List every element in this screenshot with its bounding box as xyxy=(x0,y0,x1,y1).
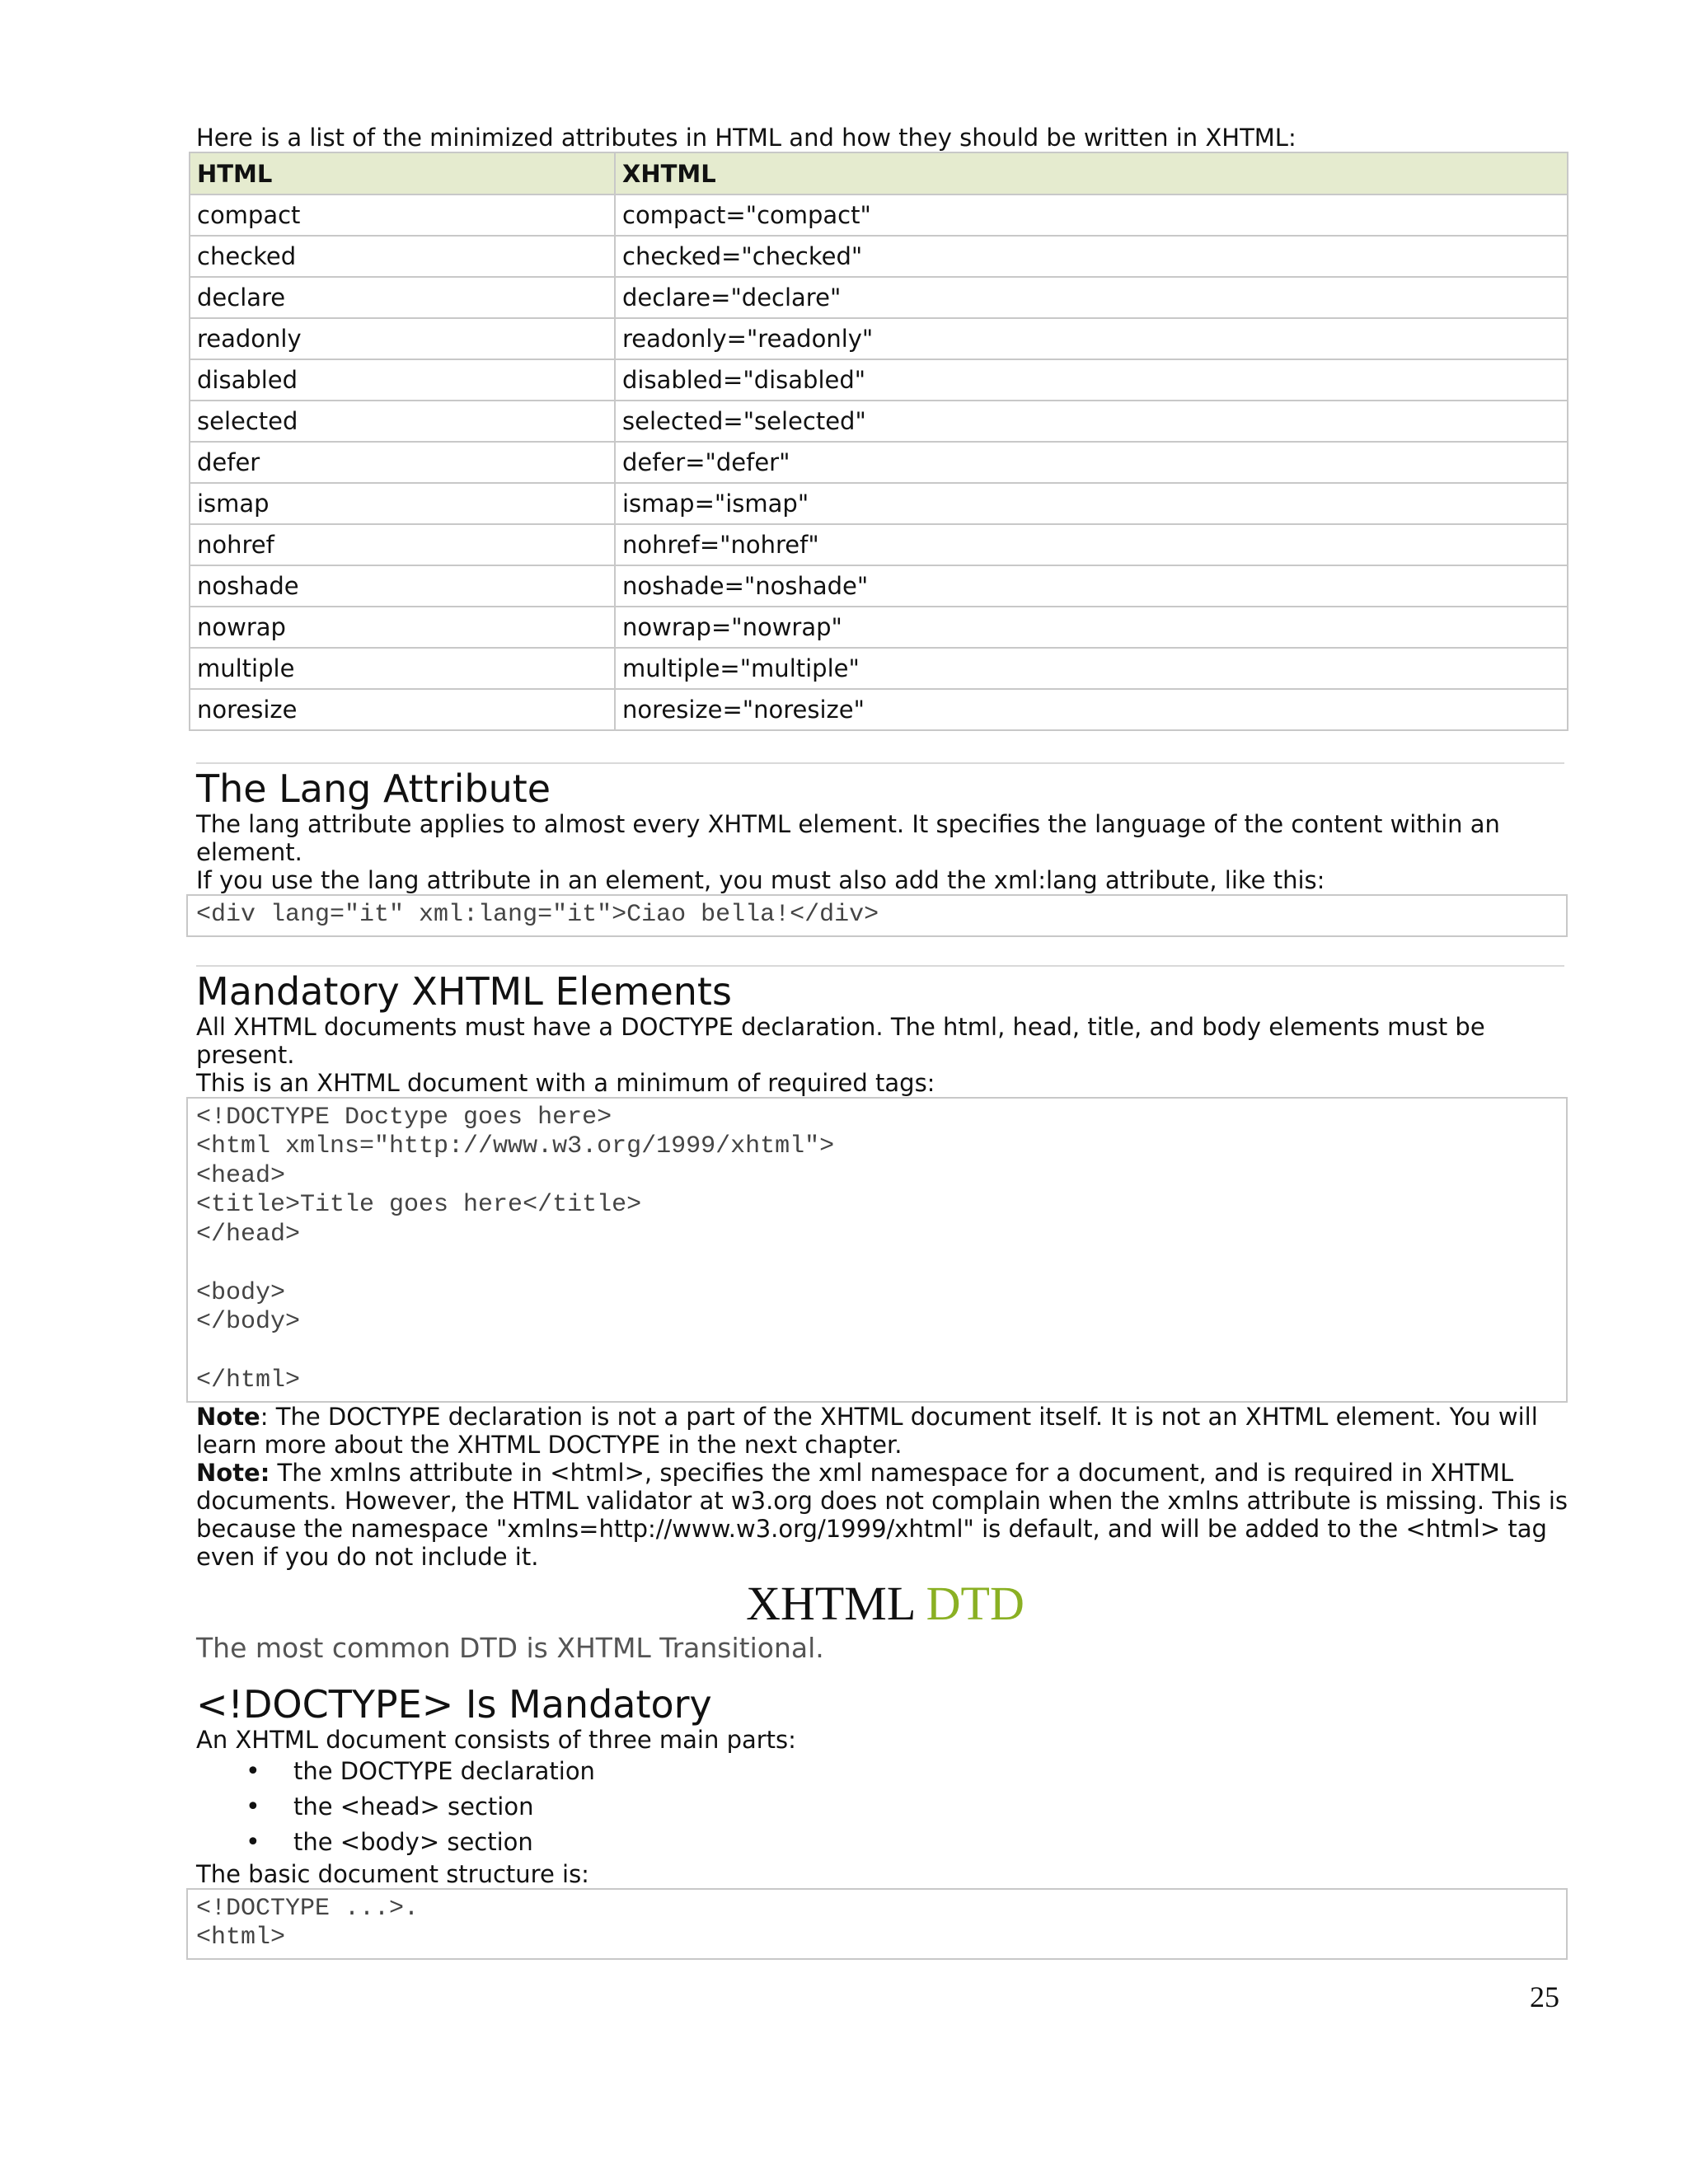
list-item xyxy=(196,1789,1574,1825)
table-row xyxy=(190,689,1568,730)
table-row xyxy=(190,194,1568,236)
list-item-text: the <body> section xyxy=(293,1827,533,1856)
note-text: The xmlns attribute in <html>, specifies the xml namespace for a document, and is required in XHTML documents. However, the HTML validator at w3.org does not complain when the xmlns attribute is missing. This is because the namespace "xmlns=http://www.w3.org/1999/xhtml" is default, and will be added to the <html> tag even if you do not include it. xyxy=(196,1458,1568,1571)
xhtml-cell: nowrap="nowrap" xyxy=(615,607,1568,648)
table-row xyxy=(190,318,1568,359)
bullet-icon: • xyxy=(246,1792,260,1821)
html-cell: compact xyxy=(190,194,615,236)
paragraph: If you use the lang attribute in an element, you must also add the xml:lang attribute, like this: xyxy=(196,866,1325,894)
mandatory-elements-section xyxy=(196,970,1574,1571)
paragraph: The lang attribute applies to almost every XHTML element. It specifies the language of the content within an element. xyxy=(196,810,1500,866)
xhtml-cell: defer="defer" xyxy=(615,442,1568,483)
paragraph: All XHTML documents must have a DOCTYPE declaration. The html, head, title, and body elements must be present. xyxy=(196,1012,1485,1069)
bullet-icon: • xyxy=(246,1827,260,1857)
xhtml-cell: nohref="nohref" xyxy=(615,524,1568,565)
doctype-section xyxy=(196,1683,1574,1960)
note-label: Note xyxy=(196,1402,260,1431)
paragraph: An XHTML document consists of three main parts: xyxy=(196,1725,796,1754)
lang-attribute-section xyxy=(196,767,1574,937)
table-row xyxy=(190,236,1568,277)
html-cell: checked xyxy=(190,236,615,277)
chapter-subtitle: The most common DTD is XHTML Transitional. xyxy=(196,1631,824,1664)
section-heading: <!DOCTYPE> Is Mandatory xyxy=(196,1681,712,1727)
table-row xyxy=(190,359,1568,401)
note-text: : The DOCTYPE declaration is not a part of the XHTML document itself. It is not an XHTML element. You will learn more about the XHTML DOCTYPE in the next chapter. xyxy=(196,1402,1538,1459)
bullet-icon: • xyxy=(246,1756,260,1786)
xhtml-cell: disabled="disabled" xyxy=(615,359,1568,401)
note-paragraph xyxy=(196,1459,1574,1571)
html-cell: ismap xyxy=(190,483,615,524)
html-cell: declare xyxy=(190,277,615,318)
xhtml-cell: declare="declare" xyxy=(615,277,1568,318)
table-row xyxy=(190,401,1568,442)
code-example: <!DOCTYPE ...>. <html> xyxy=(186,1888,1568,1960)
xhtml-cell: compact="compact" xyxy=(615,194,1568,236)
note-label: Note: xyxy=(196,1458,270,1487)
intro-text: Here is a list of the minimized attributes in HTML and how they should be written in XHTML: xyxy=(196,124,1296,152)
chapter-title-accent: DTD xyxy=(926,1576,1025,1630)
table-row xyxy=(190,442,1568,483)
document-parts-list xyxy=(196,1754,1574,1860)
html-cell: noresize xyxy=(190,689,615,730)
table-row xyxy=(190,565,1568,607)
code-example: <!DOCTYPE Doctype goes here> <html xmlns="http://www.w3.org/1999/xhtml"> <head> <title>Title goes here</title> </head> <body> </body> </html> xyxy=(186,1097,1568,1403)
page-number: 25 xyxy=(1530,1980,1559,2013)
section-divider xyxy=(196,762,1564,764)
table-row xyxy=(190,648,1568,689)
html-cell: defer xyxy=(190,442,615,483)
column-header-xhtml: XHTML xyxy=(615,152,1568,194)
chapter-title-main: XHTML xyxy=(746,1576,926,1630)
table-row xyxy=(190,607,1568,648)
list-item xyxy=(196,1825,1574,1860)
html-cell: selected xyxy=(190,401,615,442)
table-row xyxy=(190,483,1568,524)
xhtml-cell: noshade="noshade" xyxy=(615,565,1568,607)
html-cell: readonly xyxy=(190,318,615,359)
table-row xyxy=(190,277,1568,318)
xhtml-cell: checked="checked" xyxy=(615,236,1568,277)
note-paragraph xyxy=(196,1403,1574,1459)
minimized-attributes-table xyxy=(189,152,1568,731)
paragraph: The basic document structure is: xyxy=(196,1859,589,1888)
list-item xyxy=(196,1754,1574,1789)
xhtml-cell: multiple="multiple" xyxy=(615,648,1568,689)
html-cell: nowrap xyxy=(190,607,615,648)
xhtml-cell: readonly="readonly" xyxy=(615,318,1568,359)
xhtml-cell: ismap="ismap" xyxy=(615,483,1568,524)
xhtml-cell: selected="selected" xyxy=(615,401,1568,442)
list-item-text: the DOCTYPE declaration xyxy=(293,1756,595,1785)
html-cell: multiple xyxy=(190,648,615,689)
section-divider xyxy=(196,965,1564,967)
code-example: <div lang="it" xml:lang="it">Ciao bella!</div> xyxy=(186,894,1568,937)
section-heading: Mandatory XHTML Elements xyxy=(196,968,732,1014)
table-row xyxy=(190,524,1568,565)
list-item-text: the <head> section xyxy=(293,1792,534,1821)
table-header-row xyxy=(190,152,1568,194)
document-page xyxy=(196,124,1574,1960)
html-cell: nohref xyxy=(190,524,615,565)
html-cell: disabled xyxy=(190,359,615,401)
html-cell: noshade xyxy=(190,565,615,607)
xhtml-dtd-section xyxy=(196,1576,1574,1665)
chapter-title xyxy=(196,1576,1574,1630)
section-heading: The Lang Attribute xyxy=(196,766,551,811)
column-header-html: HTML xyxy=(190,152,615,194)
xhtml-cell: noresize="noresize" xyxy=(615,689,1568,730)
paragraph: This is an XHTML document with a minimum of required tags: xyxy=(196,1068,935,1097)
